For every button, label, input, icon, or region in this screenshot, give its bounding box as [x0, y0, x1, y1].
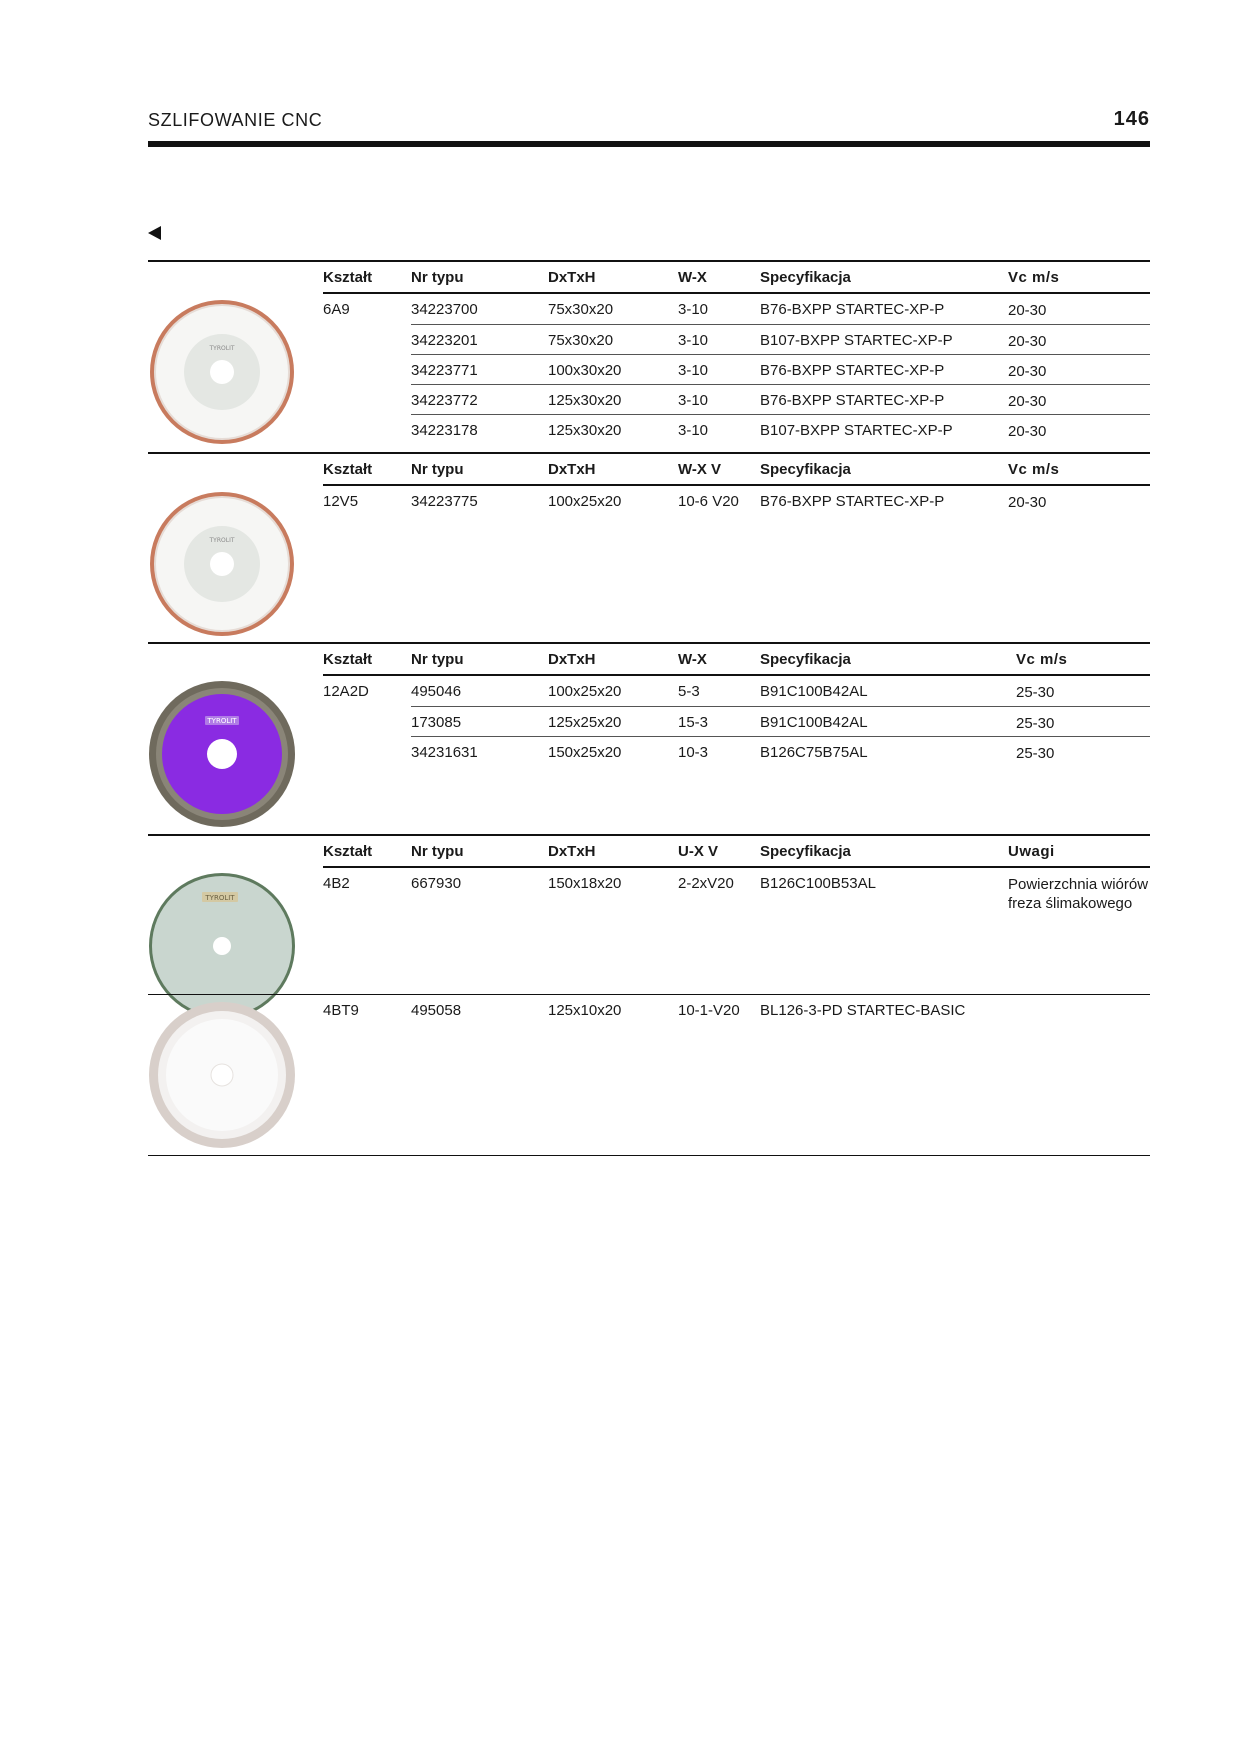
- grinding-wheel-image: [148, 680, 296, 828]
- product-section-12v5: [148, 452, 1150, 642]
- cell-spec: B76-BXPP STARTEC-XP-P: [760, 392, 945, 409]
- cell-uxv: 2-2xV20: [678, 875, 734, 892]
- col-header-uxv: U-X V: [678, 842, 719, 860]
- table-header: [323, 454, 1150, 486]
- table-row: [411, 414, 1150, 444]
- cell-wx: 10-3: [678, 744, 709, 761]
- cell-type-no: 495046: [411, 683, 462, 700]
- col-header-shape: Kształt: [323, 460, 373, 478]
- cell-dimensions: 75x30x20: [548, 332, 614, 349]
- col-header-wxv: W-X V: [678, 460, 722, 478]
- cell-spec: B107-BXPP STARTEC-XP-P: [760, 332, 953, 349]
- cell-type-no: 495058: [411, 1002, 462, 1019]
- cell-spec: B91C100B42AL: [760, 714, 868, 731]
- col-header-dimensions: DxTxH: [548, 460, 596, 478]
- grinding-wheel-image: [148, 490, 296, 638]
- product-section-12a2d: [148, 642, 1150, 834]
- cell-dimensions: 100x30x20: [548, 362, 622, 379]
- cell-wx: 15-3: [678, 714, 709, 731]
- cell-type-no: 34223700: [411, 301, 478, 318]
- cell-spec: BL126-3-PD STARTEC-BASIC: [760, 1002, 966, 1019]
- table-header: [323, 644, 1150, 676]
- cell-wx: 3-10: [678, 392, 709, 409]
- cell-wxv: 10-6 V20: [678, 493, 739, 510]
- table-row: [411, 354, 1150, 384]
- col-header-wx: W-X: [678, 650, 707, 668]
- cell-speed: 25-30: [1016, 745, 1055, 762]
- col-header-dimensions: DxTxH: [548, 650, 596, 668]
- table-row: [323, 486, 1150, 516]
- cell-speed: 25-30: [1016, 684, 1055, 701]
- col-header-dimensions: DxTxH: [548, 842, 596, 860]
- cell-speed: 20-30: [1008, 423, 1047, 440]
- grinding-wheel-image: [148, 298, 296, 446]
- cell-shape: 12A2D: [323, 683, 369, 700]
- col-header-speed: Vc m/s: [1008, 268, 1060, 286]
- svg-text:TYROLIT: TYROLIT: [209, 537, 235, 544]
- col-header-speed: Vc m/s: [1008, 460, 1060, 478]
- cell-type-no: 34223772: [411, 392, 478, 409]
- col-header-spec: Specyfikacja: [760, 268, 851, 286]
- cell-wx: 5-3: [678, 683, 700, 700]
- cell-type-no: 34223771: [411, 362, 478, 379]
- table-row: [411, 324, 1150, 354]
- col-header-shape: Kształt: [323, 842, 373, 860]
- cell-dimensions: 100x25x20: [548, 683, 622, 700]
- cell-wx: 3-10: [678, 422, 709, 439]
- cell-dimensions: 125x10x20: [548, 1002, 622, 1019]
- col-header-shape: Kształt: [323, 650, 373, 668]
- cell-speed: 20-30: [1008, 494, 1047, 511]
- cell-dimensions: 125x30x20: [548, 422, 622, 439]
- cell-dimensions: 150x18x20: [548, 875, 622, 892]
- header-rule: [148, 141, 1150, 147]
- product-table: [148, 260, 1150, 1156]
- cell-shape: 6A9: [323, 301, 350, 318]
- cell-speed: 25-30: [1016, 715, 1055, 732]
- table-row: [323, 294, 1150, 324]
- col-header-type-no: Nr typu: [411, 842, 464, 860]
- cell-spec: B76-BXPP STARTEC-XP-P: [760, 301, 945, 318]
- col-header-notes: Uwagi: [1008, 842, 1055, 860]
- cell-wx: 3-10: [678, 332, 709, 349]
- table-row: [411, 706, 1150, 736]
- cell-spec: B107-BXPP STARTEC-XP-P: [760, 422, 953, 439]
- cell-type-no: 34223201: [411, 332, 478, 349]
- product-section-4b2: [148, 834, 1150, 994]
- svg-text:TYROLIT: TYROLIT: [205, 894, 235, 902]
- col-header-shape: Kształt: [323, 268, 373, 286]
- cell-speed: 20-30: [1008, 363, 1047, 380]
- back-arrow-icon[interactable]: [148, 226, 161, 240]
- cell-wx: 3-10: [678, 301, 709, 318]
- cell-dimensions: 125x25x20: [548, 714, 622, 731]
- table-header: [323, 836, 1150, 868]
- cell-dimensions: 150x25x20: [548, 744, 622, 761]
- table-header: [323, 262, 1150, 294]
- table-row: [411, 736, 1150, 766]
- cell-dimensions: 125x30x20: [548, 392, 622, 409]
- table-row: [411, 384, 1150, 414]
- col-header-type-no: Nr typu: [411, 650, 464, 668]
- cell-dimensions: 75x30x20: [548, 301, 614, 318]
- cell-dimensions: 100x25x20: [548, 493, 622, 510]
- cell-notes: Powierzchnia wiórów freza ślimakowego: [1008, 876, 1149, 912]
- table-row: [323, 995, 1150, 1025]
- cell-type-no: 173085: [411, 714, 462, 731]
- cell-type-no: 34223178: [411, 422, 478, 439]
- cell-spec: B126C75B75AL: [760, 744, 868, 761]
- cell-spec: B76-BXPP STARTEC-XP-P: [760, 493, 945, 510]
- col-header-type-no: Nr typu: [411, 460, 464, 478]
- svg-text:TYROLIT: TYROLIT: [209, 345, 235, 352]
- cell-speed: 20-30: [1008, 333, 1047, 350]
- cell-type-no: 34231631: [411, 744, 478, 761]
- cell-spec: B76-BXPP STARTEC-XP-P: [760, 362, 945, 379]
- section-title: SZLIFOWANIE CNC: [148, 110, 323, 130]
- col-header-type-no: Nr typu: [411, 268, 464, 286]
- cell-type-no: 667930: [411, 875, 462, 892]
- col-header-spec: Specyfikacja: [760, 460, 851, 478]
- svg-text:TYROLIT: TYROLIT: [207, 717, 237, 725]
- cell-spec: B91C100B42AL: [760, 683, 868, 700]
- cell-shape: 4B2: [323, 875, 350, 892]
- grinding-wheel-image: [148, 1001, 296, 1149]
- cell-wx: 3-10: [678, 362, 709, 379]
- cell-speed: 20-30: [1008, 302, 1047, 319]
- col-header-dimensions: DxTxH: [548, 268, 596, 286]
- cell-type-no: 34223775: [411, 493, 478, 510]
- col-header-spec: Specyfikacja: [760, 842, 851, 860]
- product-section-6a9: [148, 260, 1150, 452]
- cell-shape: 12V5: [323, 493, 359, 510]
- product-section-4bt9: [148, 994, 1150, 1156]
- col-header-spec: Specyfikacja: [760, 650, 851, 668]
- table-row: [323, 868, 1150, 913]
- col-header-speed: Vc m/s: [1016, 650, 1068, 668]
- table-row: [323, 676, 1150, 706]
- cell-speed: 20-30: [1008, 393, 1047, 410]
- cell-spec: B126C100B53AL: [760, 875, 876, 892]
- cell-shape: 4BT9: [323, 1002, 359, 1019]
- col-header-wx: W-X: [678, 268, 707, 286]
- page-number: 146: [1113, 108, 1150, 130]
- cell-uxv: 10-1-V20: [678, 1002, 740, 1019]
